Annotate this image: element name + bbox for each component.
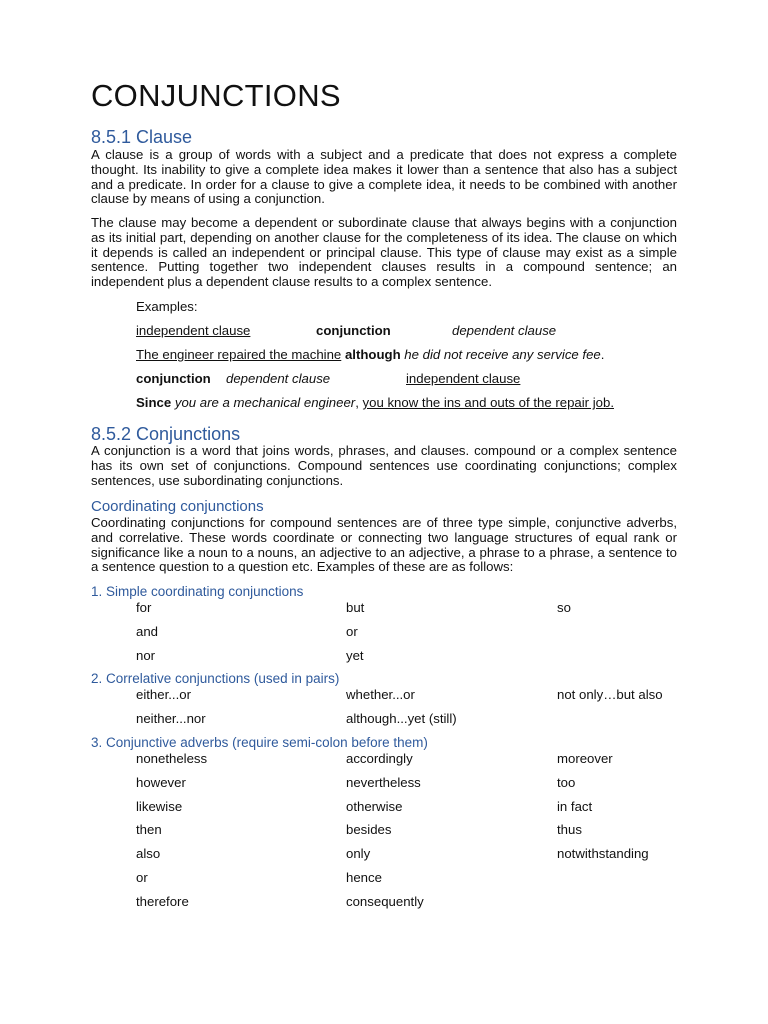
list-item: nor	[136, 648, 156, 663]
list-item: for	[136, 600, 152, 615]
example1-header-dependent: dependent clause	[452, 323, 557, 338]
example2-header-independent: independent clause	[406, 371, 521, 386]
list2-title: 2. Correlative conjunctions (used in pairs)	[91, 671, 340, 686]
list-item: moreover	[557, 751, 613, 766]
page-title: CONJUNCTIONS	[91, 78, 341, 113]
example2-sentence	[136, 395, 614, 411]
list-item: besides	[346, 822, 392, 838]
list-item: consequently	[346, 893, 424, 909]
list-item: then	[136, 822, 162, 838]
list-item: whether...or	[346, 687, 415, 702]
example2-conjunction: Since	[136, 395, 172, 410]
subheading-coordinating: Coordinating conjunctions	[91, 498, 264, 515]
conjunctions-paragraph: A conjunction is a word that joins words, phrases, and clauses. compound or a complex sentence has its own set of conjunctions. Compound sentences use coordinating conjunctions; complex sentences, use subordinating conjunctions.	[91, 443, 677, 488]
example1-period: .	[600, 347, 605, 362]
list-item: accordingly	[346, 751, 413, 766]
list1-title: 1. Simple coordinating conjunctions	[91, 584, 304, 599]
example1-conjunction: although	[344, 347, 401, 362]
coordinating-paragraph: Coordinating conjunctions for compound sentences are of three type simple, conjunctive adverbs, and correlative. These words coordinate or connecting two language structures of equal rank or significance like a noun to a nouns, an adjective to an adjective, a phrase to a phrase, a sentence to a sentence question to a question etc. Examples of these are as follows:	[91, 515, 677, 575]
list-item: neither...nor	[136, 711, 206, 726]
list-item: not only…but also	[557, 687, 663, 702]
example1-header-conjunction: conjunction	[316, 323, 391, 338]
list3-title: 3. Conjunctive adverbs (require semi-colon before them)	[91, 735, 428, 750]
list-item: also	[136, 846, 161, 862]
list-item: yet	[346, 648, 364, 663]
example1-independent: The engineer repaired the machine	[136, 347, 342, 362]
list-item: thus	[557, 822, 582, 838]
list-item: however	[136, 774, 186, 790]
examples-label: Examples:	[136, 299, 198, 314]
clause-paragraph-1: A clause is a group of words with a subject and a predicate that does not express a complete thought. Its inability to give a complete idea makes it lower than a sentence that also has a subject and a predicate. In order for a clause to give a complete idea, it needs to be combined with another clause by means of using a conjunction.	[91, 147, 677, 207]
list-item: only	[346, 846, 371, 862]
example2-comma: ,	[355, 395, 363, 410]
list-item: and	[136, 624, 159, 639]
list-item: or	[136, 870, 148, 885]
list-item: nonetheless	[136, 751, 208, 766]
example1-dependent: he did not receive any service fee	[404, 347, 601, 362]
list-item: although...yet (still)	[346, 711, 457, 726]
example2-header-dependent: dependent clause	[226, 371, 331, 386]
list-item: either...or	[136, 687, 191, 702]
list-item: notwithstanding	[557, 846, 649, 862]
list-item: so	[557, 600, 571, 615]
example2-independent: you know the ins and outs of the repair job.	[362, 395, 614, 410]
list-item: in fact	[557, 798, 593, 814]
example1-header-independent: independent clause	[136, 323, 251, 338]
example2-dependent: you are a mechanical engineer	[174, 395, 356, 410]
section-heading-clause: 8.5.1 Clause	[91, 127, 193, 147]
list-item: or	[346, 624, 358, 639]
list-item: too	[557, 774, 576, 790]
list-item: otherwise	[346, 798, 403, 814]
list-item: but	[346, 600, 365, 615]
list-item: therefore	[136, 893, 189, 909]
list-item: nevertheless	[346, 774, 421, 790]
list-item: hence	[346, 870, 382, 885]
example2-header-conjunction: conjunction	[136, 371, 211, 386]
example1-sentence	[136, 347, 604, 363]
clause-paragraph-2: The clause may become a dependent or subordinate clause that always begins with a conjunction as its initial part, depending on another clause for the completeness of its idea. The clause on which it depends is called an independent or principal clause. This type of clause may exist as a simple sentence. Putting together two independent clauses results in a compound sentence; an independent plus a dependent clause results to a complex sentence.	[91, 215, 677, 290]
section-heading-conjunctions: 8.5.2 Conjunctions	[91, 424, 241, 444]
list-item: likewise	[136, 798, 183, 814]
